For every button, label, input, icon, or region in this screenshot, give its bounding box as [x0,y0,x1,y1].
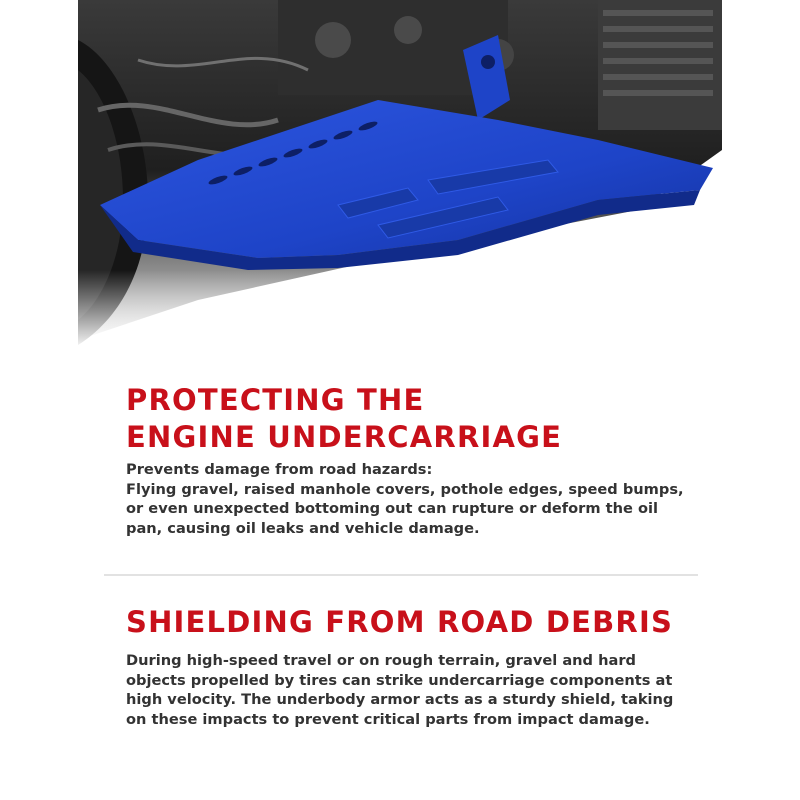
section-body-protecting [126,460,696,538]
body-detail: Flying gravel, raised manhole covers, pothole edges, speed bumps, or even unexpected bottoming out can rupture or deform the oil pan, causing oil leaks and vehicle damage. [126,480,684,537]
heading-line-1: PROTECTING THE [126,383,425,417]
hero-photo [78,0,722,350]
body-intro: Prevents damage from road hazards: [126,461,433,478]
section-divider [104,574,698,576]
section-heading-protecting [126,382,562,456]
section-body-shielding: During high-speed travel or on rough terrain, gravel and hard objects propelled by tires can strike undercarriage components at high velocity. The underbody armor acts as a sturdy shield, taking on these impacts to prevent critical parts from impact damage. [126,652,674,728]
engine-cylinder [598,0,722,130]
section-heading-shielding: SHIELDING FROM ROAD DEBRIS [126,605,674,639]
heading-line-2: ENGINE UNDERCARRIAGE [126,420,563,454]
